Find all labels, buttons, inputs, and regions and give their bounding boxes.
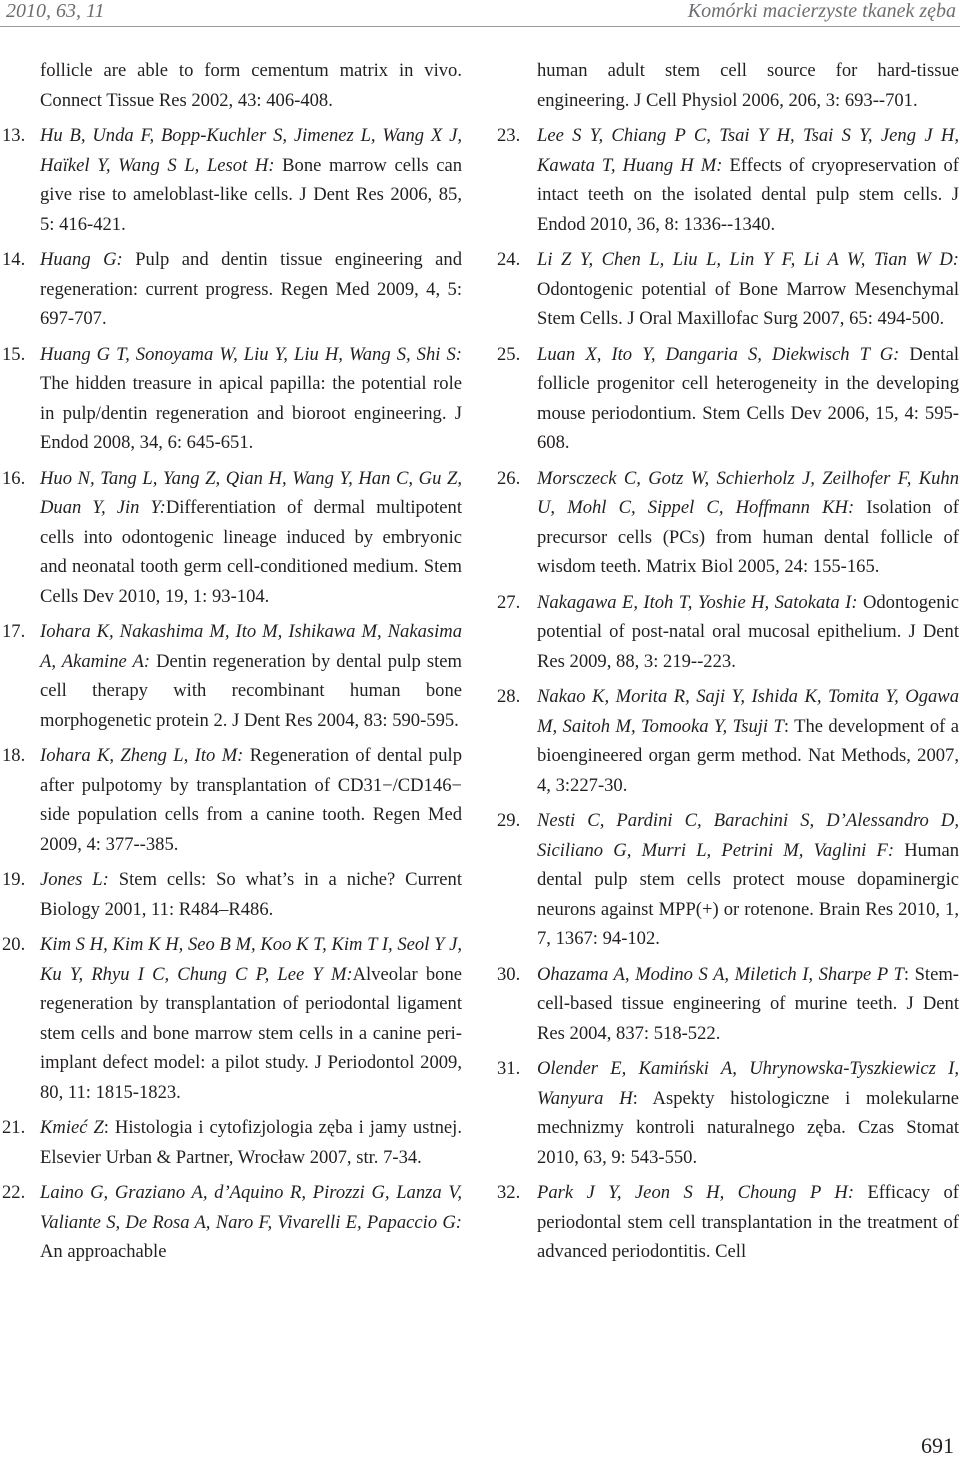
reference-30 (497, 960, 959, 1049)
reference-authors: Luan X, Ito Y, Dangaria S, Diekwisch T G: (537, 343, 900, 365)
reference-text: Bone marrow cells can give rise to ameloblast-like cells. J Dent Res 2006, 85, 5: 416-421. (40, 154, 462, 235)
reference-15 (2, 340, 462, 458)
reference-number: 29. (497, 810, 521, 831)
reference-continuation: human adult stem cell source for hard-tissue engineering. J Cell Physiol 2006, 206, 3: 693--701. (537, 60, 959, 111)
reference-number: 16. (2, 467, 26, 489)
reference-number: 25. (497, 343, 521, 365)
reference-number: 27. (497, 591, 521, 613)
reference-authors: Kim S H, Kim K H, Seo B M, Koo K T, Kim T I, Seol Y J, Ku Y, Rhyu I C, Chung C P, Lee Y M: (40, 934, 462, 985)
reference-number: 22. (2, 1182, 26, 1203)
reference-text: Dentin regeneration by dental pulp stem cell therapy with recombinant human bone morphogenetic protein 2. J Dent Res 2004, 83: 590-595. (40, 650, 462, 731)
reference-authors: Nakao K, Morita R, Saji Y, Ishida K, Tomita Y, Ogawa M, Saitoh M, Tomooka Y, Tsuji T (537, 686, 959, 737)
reference-number: 30. (497, 963, 521, 985)
running-header (0, 0, 960, 27)
reference-number: 24. (497, 249, 521, 270)
reference-number: 13. (2, 125, 26, 146)
reference-14 (2, 245, 462, 334)
reference-25 (497, 340, 959, 458)
reference-number: 23. (497, 125, 521, 146)
reference-authors: Kmieć Z (40, 1117, 104, 1138)
reference-18 (2, 741, 462, 859)
reference-number: 32. (497, 1182, 521, 1203)
reference-text: Alveolar bone regeneration by transplantation of periodontal ligament stem cells and bone marrow stem cells in a canine peri-implant defect model: a pilot study. J Periodontol 2009, 80, 11: 1815-1823. (40, 963, 462, 1103)
reference-text: Odontogenic potential of Bone Marrow Mesenchymal Stem Cells. J Oral Maxillofac Surg 2007, 65: 494-500. (537, 278, 959, 329)
journal-citation: 2010, 63, 11 (6, 0, 105, 22)
reference-text: Pulp and dentin tissue engineering and regeneration: current progress. Regen Med 2009, 4, 5: 697-707. (40, 249, 462, 329)
reference-text: Efficacy of periodontal stem cell transplantation in the treatment of advanced periodontitis. Cell (537, 1182, 959, 1262)
reference-authors: Morsczeck C, Gotz W, Schierholz J, Zeilhofer F, Kuhn U, Mohl C, Sippel C, Hoffmann KH: (537, 467, 959, 518)
running-title: Komórki macierzyste tkanek zęba (687, 0, 956, 22)
reference-26 (497, 464, 959, 582)
reference-text: An approachable (40, 1241, 167, 1262)
reference-authors: Huang G: (40, 249, 123, 270)
reference-number: 17. (2, 621, 26, 642)
reference-authors: Jones L: (40, 869, 109, 890)
reference-16 (2, 464, 462, 612)
reference-text: : The development of a bioengineered organ germ method. Nat Methods, 2007, 4, 3:227-30. (537, 715, 959, 796)
reference-17 (2, 617, 462, 735)
reference-32 (497, 1178, 959, 1267)
reference-number: 14. (2, 249, 26, 270)
reference-authors: Hu B, Unda F, Bopp-Kuchler S, Jimenez L, Wang X J, Haïkel Y, Wang S L, Lesot H: (40, 125, 462, 176)
page-number: 691 (921, 1433, 954, 1458)
reference-13 (2, 121, 462, 239)
reference-authors: Li Z Y, Chen L, Liu L, Lin Y F, Li A W, Tian W D: (537, 249, 959, 270)
reference-28 (497, 682, 959, 800)
reference-text: : Aspekty histologiczne i molekularne mechnizmy kontroli naturalnego zęba. Czas Stomat 2010, 63, 9: 543-550. (537, 1087, 959, 1168)
reference-number: 20. (2, 934, 26, 955)
right-column (497, 56, 959, 1273)
reference-text: Odontogenic potential of post-natal oral mucosal epithelium. J Dent Res 2009, 88, 3: 219--223. (537, 591, 959, 672)
reference-21 (2, 1113, 462, 1172)
reference-authors: Iohara K, Nakashima M, Ito M, Ishikawa M, Nakasima A, Akamine A: (40, 621, 462, 672)
reference-authors: Ohazama A, Modino S A, Miletich I, Sharpe P T (537, 963, 904, 985)
reference-20 (2, 930, 462, 1107)
reference-text: : Stem-cell-based tissue engineering of murine teeth. J Dent Res 2004, 837: 518-522. (537, 963, 959, 1044)
reference-text: Differentiation of dermal multipotent cells into odontogenic lineage induced by embryonic and neonatal tooth germ cell-conditioned medium. Stem Cells Dev 2010, 19, 1: 93-104. (40, 497, 462, 607)
reference-text: Isolation of precursor cells (PCs) from human dental follicle of wisdom teeth. Matrix Biol 2005, 24: 155-165. (537, 497, 959, 577)
reference-number: 26. (497, 467, 521, 489)
reference-text: : Histologia i cytofizjologia zęba i jamy ustnej. Elsevier Urban & Partner, Wrocław 2007, str. 7-34. (40, 1117, 462, 1168)
reference-text: Regeneration of dental pulp after pulpotomy by transplantation of CD31−/CD146− side population cells from a canine tooth. Regen Med 2009, 4: 377--385. (40, 745, 462, 855)
reference-text: Effects of cryopreservation of intact teeth on the isolated dental pulp stem cells. J Endod 2010, 36, 8: 1336--1340. (537, 154, 959, 235)
reference-authors: Huang G T, Sonoyama W, Liu Y, Liu H, Wang S, Shi S: (40, 343, 462, 365)
reference-text: Human dental pulp stem cells protect mouse dopaminergic neurons against MPP(+) or rotenone. Brain Res 2010, 1, 7, 1367: 94-102. (537, 839, 959, 949)
header-divider (0, 26, 960, 27)
reference-authors: Iohara K, Zheng L, Ito M: (40, 745, 244, 766)
reference-number: 18. (2, 745, 26, 766)
reference-23 (497, 121, 959, 239)
reference-text: Stem cells: So what’s in a niche? Current Biology 2001, 11: R484–R486. (40, 869, 462, 920)
reference-text: Dental follicle progenitor cell heterogeneity in the developing mouse periodontium. Stem Cells Dev 2006, 15, 4: 595-608. (537, 343, 959, 453)
reference-authors: Huo N, Tang L, Yang Z, Qian H, Wang Y, Han C, Gu Z, Duan Y, Jin Y: (40, 467, 462, 518)
reference-authors: Nakagawa E, Itoh T, Yoshie H, Satokata I: (537, 591, 858, 613)
reference-number: 21. (2, 1117, 26, 1138)
reference-authors: Lee S Y, Chiang P C, Tsai Y H, Tsai S Y, Jeng J H, Kawata T, Huang H M: (537, 125, 959, 176)
reference-authors: Laino G, Graziano A, d’Aquino R, Pirozzi G, Lanza V, Valiante S, De Rosa A, Naro F, Vivarelli E, Papaccio G: (40, 1182, 462, 1233)
reference-number: 28. (497, 686, 521, 707)
left-column (2, 56, 462, 1273)
reference-authors: Park J Y, Jeon S H, Choung P H: (537, 1182, 855, 1203)
reference-19 (2, 865, 462, 924)
reference-number: 31. (497, 1058, 521, 1079)
reference-authors: Nesti C, Pardini C, Barachini S, D’Alessandro D, Siciliano G, Murri L, Petrini M, Vaglini F: (537, 810, 959, 861)
reference-22 (2, 1178, 462, 1267)
reference-27 (497, 588, 959, 677)
reference-text: The hidden treasure in apical papilla: the potential role in pulp/dentin regeneration and bioroot engineering. J Endod 2008, 34, 6: 645-651. (40, 373, 462, 453)
reference-number: 19. (2, 869, 26, 890)
reference-29 (497, 806, 959, 954)
reference-authors: Olender E, Kamiński A, Uhrynowska-Tyszkiewicz I, Wanyura H (537, 1058, 959, 1109)
reference-31 (497, 1054, 959, 1172)
reference-number: 15. (2, 343, 26, 365)
reference-24 (497, 245, 959, 334)
reference-continuation: follicle are able to form cementum matrix in vivo. Connect Tissue Res 2002, 43: 406-408. (40, 60, 462, 111)
